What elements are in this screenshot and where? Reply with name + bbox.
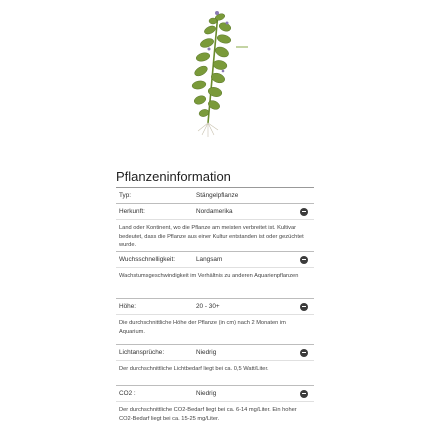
- row-value: Nordamerika: [196, 208, 233, 215]
- row-co2: [116, 385, 314, 439]
- row-description: Wachstumsgeschwindigkeit im Verhältnis zu anderen Aquarienpflanzen: [116, 267, 314, 298]
- minus-circle-icon[interactable]: [300, 303, 308, 311]
- minus-circle-icon[interactable]: [300, 349, 308, 357]
- plant-info-table: [116, 187, 314, 439]
- minus-circle-icon[interactable]: [300, 256, 308, 264]
- row-value: 20 - 30+: [196, 303, 220, 310]
- row-description: Land oder Kontinent, wo die Pflanze am meisten verbreitet ist. Kultivar bedeutet, dass die Pflanze aus einer Kultur entstanden ist oder gezüchtet wurde.: [116, 219, 314, 251]
- row-value: Langsam: [196, 256, 223, 263]
- row-origin: [116, 203, 314, 251]
- row-value: Niedrig: [196, 390, 217, 397]
- row-label: Wuchsschnelligkeit:: [119, 256, 176, 263]
- row-height: [116, 298, 314, 344]
- section-title: Pflanzeninformation: [116, 169, 231, 184]
- row-description: Die durchschnittliche Höhe der Pflanze (in cm) nach 2 Monaten im Aquarium.: [116, 314, 314, 344]
- minus-circle-icon[interactable]: [300, 390, 308, 398]
- row-description: Der durchschnittliche Lichtbedarf liegt bei ca. 0,5 Watt/Liter.: [116, 360, 314, 385]
- row-value: Niedrig: [196, 349, 217, 356]
- row-value: Stängelpflanze: [196, 192, 239, 199]
- row-description: Der durchschnittliche CO2-Bedarf liegt bei ca. 6-14 mg/Liter. Ein hoher CO2-Bedarf liegt bei ca. 15-25 mg/Liter.: [116, 401, 314, 439]
- plant-image: [180, 5, 250, 140]
- row-label: Typ:: [119, 192, 132, 199]
- minus-circle-icon[interactable]: [300, 208, 308, 216]
- row-type: [116, 187, 314, 203]
- row-label: Lichtansprüche:: [119, 349, 165, 356]
- row-label: Herkunft:: [119, 208, 145, 215]
- row-label: Höhe:: [119, 303, 137, 310]
- row-light: [116, 344, 314, 385]
- row-growth-speed: [116, 251, 314, 298]
- row-label: CO2 :: [119, 390, 136, 397]
